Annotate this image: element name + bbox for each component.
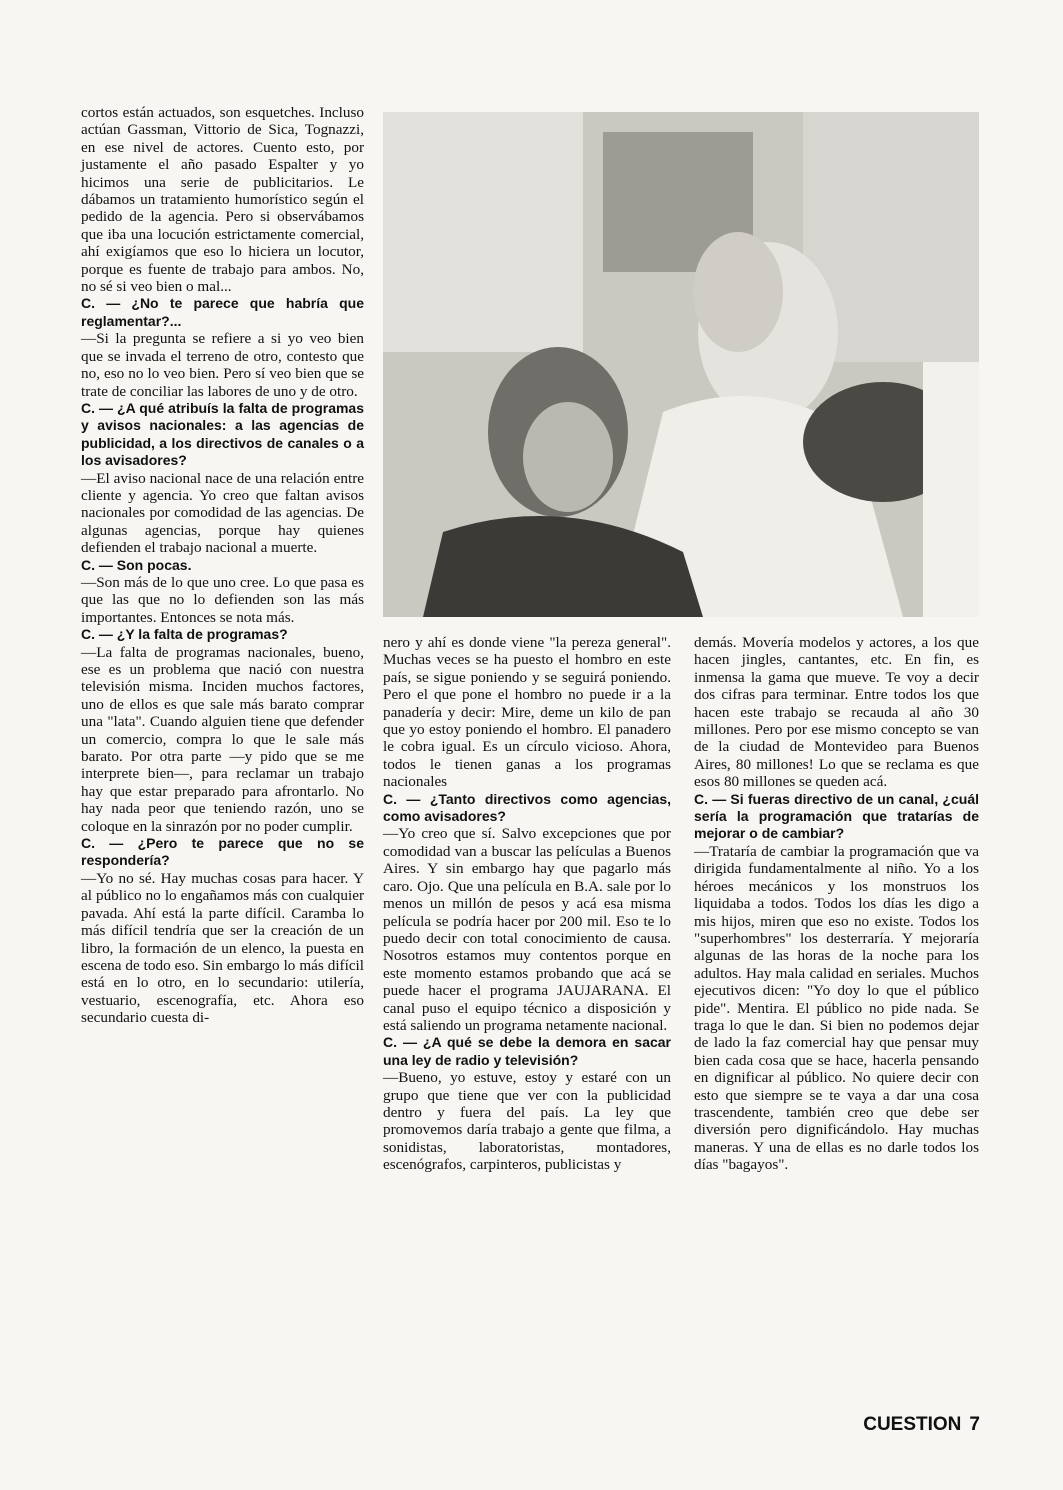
paragraph: —Si la pregunta se refiere a si yo veo bien que se invada el terreno de otro, contesto que no, eso no lo veo bien. Pero sí veo bien que se trate de conciliar las labores de uno y de otro. [81, 330, 364, 400]
paragraph: —El aviso nacional nace de una relación entre cliente y agencia. Yo creo que faltan avisos nacionales por comodidad de las agencias. De algunas agencias, porque hay quienes defienden el trabajo nacional a muerte. [81, 469, 364, 557]
paragraph: cortos están actuados, son esquetches. Incluso actúan Gassman, Vittorio de Sica, Tognazzi, en ese nivel de actores. Cuento esto, por justamente el año pasado Espalter y yo hicimos una serie de publicitarios. Le dábamos un tratamiento humorístico según el pedido de la agencia. Pero si observábamos que iba una locución estrictamente comercial, ahí exigíamos que eso lo hiciera un locutor, porque es fuente de trabajo para ambos. No, no sé si veo bien o mal... [81, 104, 364, 296]
paragraph: —Yo no sé. Hay muchas cosas para hacer. Y al público no lo engañamos más con cualquier pavada. Ahí está la parte difícil. Caramba lo más difícil tendría que ser la creación de un libro, la formación de un elenco, la puesta en escena de todo eso. Sin embargo lo más difícil está en lo otro, en lo secundario: utilería, vestuario, escenografía, etc. Ahora eso secundario cuesta di- [81, 869, 364, 1027]
paragraph: —La falta de programas nacionales, bueno, ese es un problema que nació con nuestra televisión misma. Inciden muchos factores, uno de ellos es que sale más barato comprar una "lata". Cuando alguien tiene que defender un comercio, compra lo que le sale más barato. Por otra parte —y pido que se me interprete bien—, para reclamar un trabajo hay que estar preparado para afrontarlo. No hay nada peor que teniendo razón, uno se coloque en la sinrazón por no poder cumplir. [81, 643, 364, 835]
text-column-1 [81, 104, 364, 1027]
paragraph: —Bueno, yo estuve, estoy y estaré con un grupo que tiene que ver con la publicidad dentro y fuera del país. La ley que promovemos daría trabajo a gente que filma, a sonidistas, laboratoristas, montadores, escenógrafos, carpinteros, publicistas y [383, 1069, 671, 1174]
interview-question: C. — ¿Y la falta de programas? [81, 626, 288, 643]
interview-question: C. — ¿Tanto directivos como agencias, como avisadores? [383, 790, 671, 825]
photo-interview [383, 112, 979, 617]
interview-question: C. — ¿A qué atribuís la falta de programas y avisos nacionales: a las agencias de publicidad, a los directivos de canales o a los avisadores? [81, 399, 364, 469]
interview-question: C. — ¿A qué se debe la demora en sacar una ley de radio y televisión? [383, 1034, 671, 1068]
interview-question: C. — Si fueras directivo de un canal, ¿cuál sería la programación que tratarías de mejorar o de cambiar? [694, 790, 979, 842]
text-column-3 [694, 634, 979, 1174]
publication-name: CUESTION [863, 1414, 962, 1435]
paragraph: nero y ahí es donde viene "la pereza general". Muchas veces se ha puesto el hombro en este país, se sigue poniendo y se seguirá poniendo. Pero el que pone el hombro no puede ir a la panadería y decir: Mire, deme un kilo de pan que yo estoy poniendo el hombro. El panadero le cobra igual. Es un círculo vicioso. Ahora, todos le tienen ganas a los programas nacionales [383, 634, 671, 791]
page-number: 7 [969, 1414, 980, 1435]
page-footer [820, 1414, 980, 1436]
interview-question: C. — ¿Pero te parece que no se respondería? [81, 835, 364, 869]
interview-question: C. — Son pocas. [81, 556, 192, 573]
paragraph: demás. Movería modelos y actores, a los que hacen jingles, cantantes, etc. En fin, es inmensa la gama que mueve. Te voy a decir dos cifras para terminar. Entre todos los que hacen este trabajo se recauda al año 30 millones. Pero por ese mismo concepto se van de la ciudad de Montevideo para Buenos Aires, 80 millones! Lo que se reclama es que esos 80 millones se queden acá. [694, 634, 979, 791]
text-column-2 [383, 634, 671, 1174]
paragraph: —Trataría de cambiar la programación que va dirigida fundamentalmente al niño. Yo a los héroes mecánicos y los monstruos los liquidaba a todos. Todos los días les digo a mis hijos, miren que eso no existe. Todos los "superhombres" los desterraría. Y mejoraría algunas de las horas de la noche para los adultos. Hay mala calidad en seriales. Muchos ejecutivos dicen: "Yo doy lo que el público pide". Mentira. El público no pide nada. Se traga lo que le dan. Si bien no podemos dejar de lado la faz comercial hay que pensar muy bien cada cosa que se hace, hacerla pensando en dignificar al público. No quiere decir con esto que siempre se te vaya a dar una cosa trascendente, también creo que debe ser diversión pero dignificándolo. Hay muchas maneras. Y una de ellas es no darle todos los días "bagayos". [694, 842, 979, 1174]
interview-question: C. — ¿No te parece que habría que reglamentar?... [81, 295, 364, 329]
paragraph: —Son más de lo que uno cree. Lo que pasa es que las que no lo defienden son las más importantes. Entonces se nota más. [81, 573, 364, 626]
paragraph: —Yo creo que sí. Salvo excepciones que por comodidad van a buscar las películas a Buenos Aires. Y sin embargo hay que pagarlo más caro. Ojo. Que una película en B.A. sale por lo menos un millón de pesos y acá esa misma película se podría hacer por 200 mil. Eso te lo puedo decir con total conocimiento de causa. Nosotros estamos muy contentos porque en este momento estamos probando que acá se puede hacer el programa JAUJARANA. El canal puso el equipo técnico a disposición y está saliendo un programa netamente nacional. [383, 825, 671, 1034]
